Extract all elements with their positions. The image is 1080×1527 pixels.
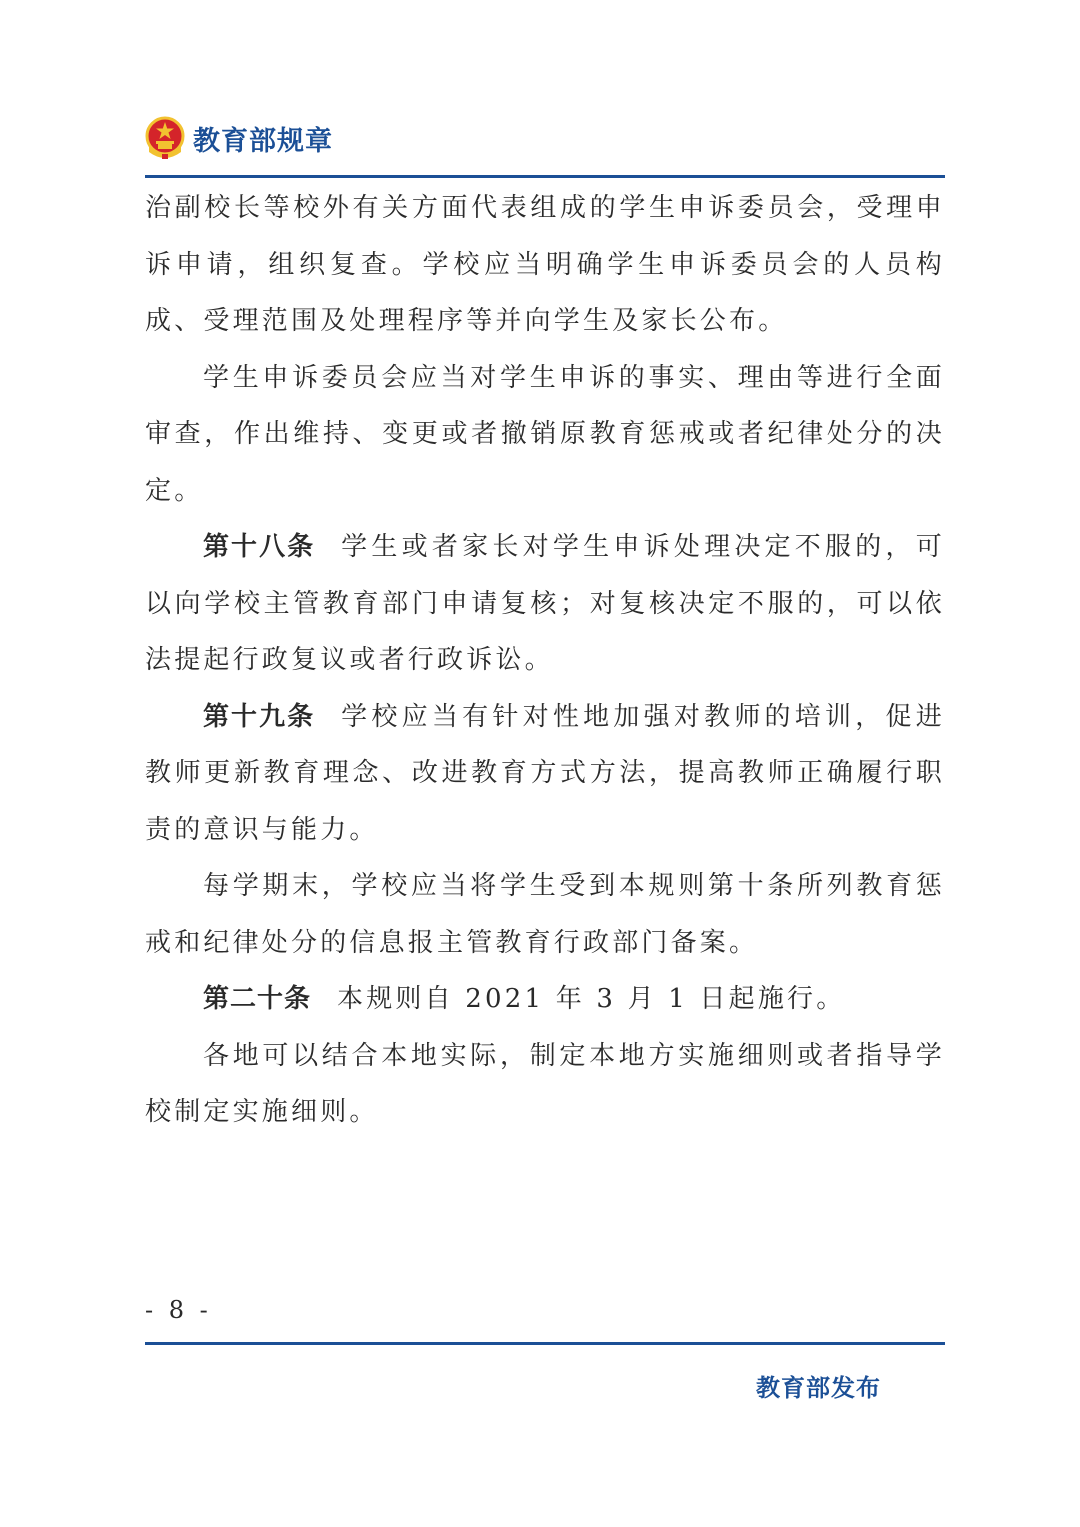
paragraph — [145, 180, 945, 350]
paragraph-text: 治副校长等校外有关方面代表组成的学生申诉委员会，受理申诉申请，组织复查。学校应当明确学生申诉委员会的人员构成、受理范围及处理程序等并向学生及家长公布。 — [145, 193, 945, 336]
paragraph — [145, 519, 945, 689]
paragraph-text: 学校应当有针对性地加强对教师的培训，促进教师更新教育理念、改进教育方式方法，提高教师正确履行职责的意识与能力。 — [145, 701, 945, 845]
paragraph-text: 学生申诉委员会应当对学生申诉的事实、理由等进行全面审查，作出维持、变更或者撤销原教育惩戒或者纪律处分的决定。 — [145, 362, 945, 506]
paragraph-text: 各地可以结合本地实际，制定本地方实施细则或者指导学校制定实施细则。 — [145, 1040, 945, 1127]
article-number: 第十八条 — [203, 532, 316, 562]
publisher-label: 教育部发布 — [756, 1374, 881, 1402]
paragraph — [145, 971, 945, 1028]
header-title: 教育部规章 — [193, 125, 333, 157]
document-header — [145, 112, 333, 164]
paragraph — [145, 1028, 945, 1141]
article-number: 第十九条 — [203, 701, 316, 732]
paragraph — [145, 689, 945, 859]
paragraph-text: 每学期末，学校应当将学生受到本规则第十条所列教育惩戒和纪律处分的信息报主管教育行政部门备案。 — [145, 871, 945, 958]
header-divider — [145, 175, 945, 178]
document-body — [145, 180, 945, 1141]
national-emblem-icon — [145, 116, 185, 160]
page-number: - 8 - — [145, 1296, 212, 1324]
paragraph-text: 本规则自 2021 年 3 月 1 日起施行。 — [337, 984, 846, 1014]
paragraph — [145, 858, 945, 971]
paragraph-text: 学生或者家长对学生申诉处理决定不服的，可以向学校主管教育部门申请复核；对复核决定不服的，可以依法提起行政复议或者行政诉讼。 — [145, 532, 945, 675]
footer-divider — [145, 1342, 945, 1345]
paragraph — [145, 350, 945, 520]
article-number: 第二十条 — [203, 984, 312, 1014]
